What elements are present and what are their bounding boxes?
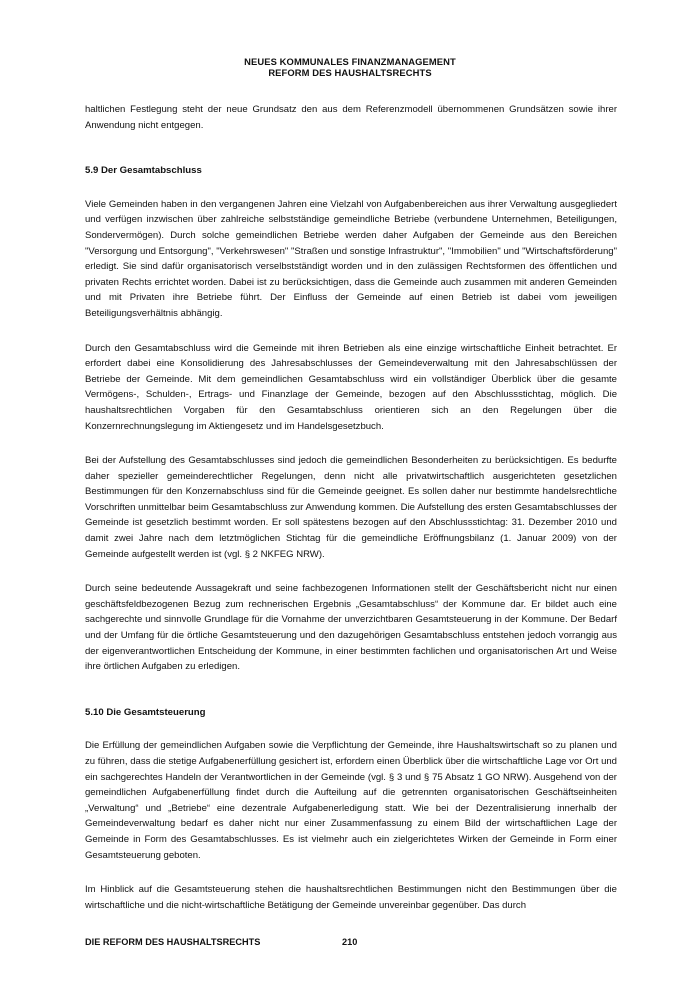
- page-number: 210: [342, 937, 358, 947]
- section-5-9-paragraph-4: Durch seine bedeutende Aussagekraft und seine fachbezogenen Informationen stellt der Geschäftsbericht nicht nur einen geschäftsfeldbezogenen Bezug zum rechnerischen Ergebnis „Gesamtabschluss“ der Kommune dar. Er bildet auch eine sachgerechte und sinnvolle Grundlage für die Vornahme der unverzichtbaren Gesamtsteuerung in der Kommune. Der Bedarf und der Umfang für die örtliche Gesamtsteuerung und den dazugehörigen Gesamtabschluss entstehen jedoch vorrangig aus der eigenverantwortlichen Entscheidung der Kommune, in einer bestimmten fachlichen und organisatorischen Art und Weise ihre örtlichen Aufgaben zu erledigen.: [85, 583, 617, 673]
- section-5-10-heading: 5.10 Die Gesamtsteuerung: [85, 706, 206, 718]
- section-5-9-paragraph-2: Durch den Gesamtabschluss wird die Gemeinde mit ihren Betrieben als eine einzige wirtschaftliche Einheit betrachtet. Er erfordert dabei eine Konsolidierung des Jahresabschlusses der Gemeindeverwaltung mit den Jahresabschlüssen der Betriebe der Gemeinde. Mit dem gemeindlichen Gesamtabschluss wird ein vollständiger Überblick über die gesamte Vermögens-, Schulden-, Ertrags- und Finanzlage der Gemeinde, bezogen auf den Abschlussstichtag, möglich. Die haushaltsrechtlichen Vorgaben für den Gesamtabschluss orientieren sich an den Regelungen über die Konzernrechnungslegung im Aktiengesetz und im Handelsgesetzbuch.: [85, 342, 617, 432]
- footer-title: DIE REFORM DES HAUSHALTSRECHTS: [85, 937, 261, 947]
- page-header: [0, 56, 700, 78]
- section-5-10-paragraph-2: Im Hinblick auf die Gesamtsteuerung stehen die haushaltsrechtlichen Bestimmungen nicht den Bestimmungen über die wirtschaftliche und die nicht-wirtschaftliche Betätigung der Gemeinde unvereinbar gegenüber. Das durch: [85, 884, 617, 911]
- intro-paragraph: haltlichen Festlegung steht der neue Grundsatz den aus dem Referenzmodell übernommenen Grundsätzen sowie ihrer Anwendung nicht entgegen.: [85, 104, 617, 131]
- header-line-2: REFORM DES HAUSHALTSRECHTS: [268, 67, 432, 78]
- header-line-1: NEUES KOMMUNALES FINANZMANAGEMENT: [244, 56, 456, 67]
- document-body: [85, 102, 617, 932]
- section-5-10-paragraph-1: Die Erfüllung der gemeindlichen Aufgaben sowie die Verpflichtung der Gemeinde, ihre Haushaltswirtschaft so zu planen und zu führen, dass die stetige Aufgabenerfüllung gesichert ist, erfordern einen Überblick über die wirtschaftliche Lage vor Ort und ein sachgerechtes Handeln der Verantwortlichen in der Gemeinde (vgl. § 3 und § 75 Absatz 1 GO NRW). Ausgehend von der gemeindlichen Aufgabenerfüllung findet durch die Aufteilung auf die getrennten organisatorischen Geschäftseinheiten „Verwaltung“ und „Betriebe“ eine dezentrale Aufgabenerledigung statt. Wie bei der Dezentralisierung innerhalb der Gemeindeverwaltung bedarf es daher nicht nur einer Zusammenfassung zu einem Bild der wirtschaftlichen Lage der Gemeinde in Form des Gesamtabschlusses. Es ist vielmehr auch ein zielgerichtetes Wirken der Gemeinde in Form einer Gesamtsteuerung geboten.: [85, 740, 617, 861]
- section-5-9-paragraph-3: Bei der Aufstellung des Gesamtabschlusses sind jedoch die gemeindlichen Besonderheiten zu berücksichtigen. Es bedurfte daher spezieller gemeinderechtlicher Regelungen, denn nicht alle privatwirtschaftlich ausgerichteten gesetzlichen Bestimmungen für den Konzernabschluss sind für die Gemeinde geeignet. Es sollen daher nur bestimmte handelsrechtliche Vorschriften unmittelbar beim Gesamtabschluss zur Anwendung kommen. Die Aufstellung des ersten Gesamtabschlusses der Gemeinde ist gesetzlich bestimmt worden. Er soll spätestens bezogen auf den Abschlussstichtag: 31. Dezember 2010 und damit zwei Jahre nach dem letztmöglichen Stichtag für die gemeindliche Eröffnungsbilanz (1. Januar 2009) von der Gemeinde aufgestellt werden ist (vgl. § 2 NKFEG NRW).: [85, 455, 617, 560]
- section-5-9-paragraph-1: Viele Gemeinden haben in den vergangenen Jahren eine Vielzahl von Aufgabenbereichen aus ihrer Verwaltung ausgegliedert und verfügen inzwischen über zahlreiche selbstständige gemeindliche Betriebe (verbundene Unternehmen, Beteiligungen, Sondervermögen). Durch solche gemeindlichen Betriebe werden daher Aufgaben der Gemeinde aus den Bereichen "Versorgung und Entsorgung", "Verkehrswesen" "Straßen und sonstige Infrastruktur", "Immobilien" und "Wirtschaftsförderung" erledigt. Sie sind dafür organisatorisch verselbstständigt worden und in den zulässigen Rechtsformen des öffentlichen und privaten Rechts errichtet worden. Dabei ist zu berücksichtigen, dass die Gemeinde auch zusammen mit anderen Gemeinden und mit Privaten ihre Betriebe führt. Der Einfluss der Gemeinde auf einen Betrieb ist dabei vom jeweiligen Beteiligungsverhältnis abhängig.: [85, 198, 617, 319]
- page-footer: [85, 937, 617, 948]
- section-5-9-heading: 5.9 Der Gesamtabschluss: [85, 165, 202, 177]
